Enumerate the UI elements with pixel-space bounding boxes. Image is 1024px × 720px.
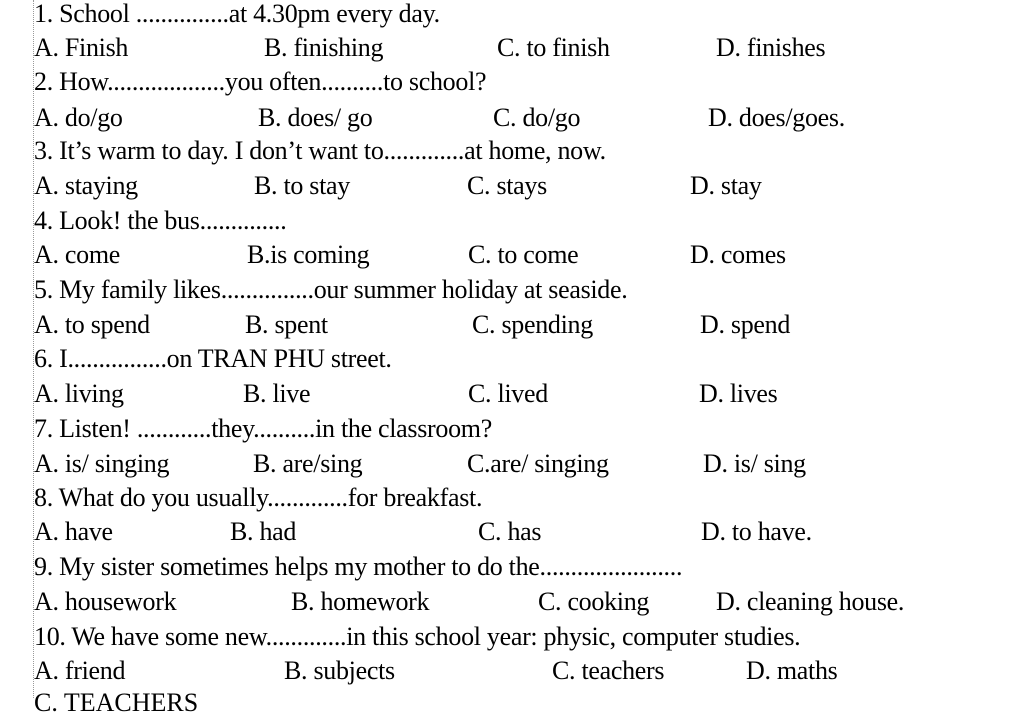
question-7-option-d[interactable]: D. is/ sing — [703, 449, 806, 478]
question-8-option-b[interactable]: B. had — [230, 517, 297, 546]
question-10-prompt: 10. We have some new.............in this school year: physic, computer studies. — [34, 622, 801, 651]
question-2-option-d[interactable]: D. does/goes. — [708, 103, 845, 132]
question-3-option-c[interactable]: C. stays — [467, 171, 547, 200]
question-6 — [34, 342, 392, 376]
question-1-option-c[interactable]: C. to finish — [497, 33, 610, 62]
question-3-option-b[interactable]: B. to stay — [254, 171, 350, 200]
question-4-option-a[interactable]: A. come — [34, 240, 120, 269]
question-6-option-b[interactable]: B. live — [243, 379, 311, 408]
question-1-option-a[interactable]: A. Finish — [34, 33, 129, 62]
question-10-option-d[interactable]: D. maths — [746, 656, 838, 685]
question-7-option-b[interactable]: B. are/sing — [253, 449, 363, 478]
question-9-option-a[interactable]: A. housework — [34, 587, 177, 616]
question-8-prompt: 8. What do you usually.............for breakfast. — [34, 483, 483, 512]
question-7-prompt: 7. Listen! ............they..........in the classroom? — [34, 414, 492, 443]
question-5-option-d[interactable]: D. spend — [700, 310, 791, 339]
cut-off-line: C. TEACHERS — [34, 688, 199, 717]
question-9-option-b[interactable]: B. homework — [291, 587, 430, 616]
question-10-option-c[interactable]: C. teachers — [552, 656, 665, 685]
question-5-option-b[interactable]: B. spent — [245, 310, 328, 339]
question-9-option-d[interactable]: D. cleaning house. — [716, 587, 905, 616]
question-4-option-b[interactable]: B.is coming — [247, 240, 370, 269]
question-1-option-d[interactable]: D. finishes — [716, 33, 826, 62]
question-1 — [34, 0, 440, 31]
question-2-prompt: 2. How...................you often..........to school? — [34, 67, 487, 96]
question-2-option-b[interactable]: B. does/ go — [258, 103, 373, 132]
question-1-option-b[interactable]: B. finishing — [264, 33, 384, 62]
question-3-prompt: 3. It’s warm to day. I don’t want to.............at home, now. — [34, 136, 606, 165]
question-9 — [34, 550, 682, 584]
question-4-prompt: 4. Look! the bus.............. — [34, 206, 287, 235]
question-4-option-c[interactable]: C. to come — [468, 240, 579, 269]
question-3-option-a[interactable]: A. staying — [34, 171, 138, 200]
question-2-option-c[interactable]: C. do/go — [493, 103, 581, 132]
question-5-option-c[interactable]: C. spending — [472, 310, 593, 339]
question-7-option-a[interactable]: A. is/ singing — [34, 449, 170, 478]
question-9-prompt: 9. My sister sometimes helps my mother to do the....................... — [34, 552, 683, 581]
question-10 — [34, 620, 800, 654]
question-8-option-c[interactable]: C. has — [478, 517, 542, 546]
question-8 — [34, 481, 482, 515]
question-3-option-d[interactable]: D. stay — [690, 171, 762, 200]
question-2-option-a[interactable]: A. do/go — [34, 103, 123, 132]
question-6-option-d[interactable]: D. lives — [699, 379, 778, 408]
question-5-prompt: 5. My family likes...............our summer holiday at seaside. — [34, 275, 628, 304]
question-10-option-b[interactable]: B. subjects — [284, 656, 395, 685]
question-5 — [34, 273, 627, 307]
question-6-option-a[interactable]: A. living — [34, 379, 124, 408]
question-8-option-a[interactable]: A. have — [34, 517, 113, 546]
question-7 — [34, 412, 492, 446]
question-2 — [34, 65, 486, 99]
question-5-option-a[interactable]: A. to spend — [34, 310, 150, 339]
question-4 — [34, 204, 286, 238]
question-9-option-c[interactable]: C. cooking — [538, 587, 650, 616]
question-8-option-d[interactable]: D. to have. — [701, 517, 812, 546]
question-6-option-c[interactable]: C. lived — [468, 379, 548, 408]
question-6-prompt: 6. I................on TRAN PHU street. — [34, 344, 392, 373]
question-1-prompt: 1. School ...............at 4.30pm every day. — [34, 0, 440, 28]
question-10-option-a[interactable]: A. friend — [34, 656, 126, 685]
question-7-option-c[interactable]: C.are/ singing — [467, 449, 609, 478]
question-4-option-d[interactable]: D. comes — [690, 240, 786, 269]
question-3 — [34, 134, 606, 168]
